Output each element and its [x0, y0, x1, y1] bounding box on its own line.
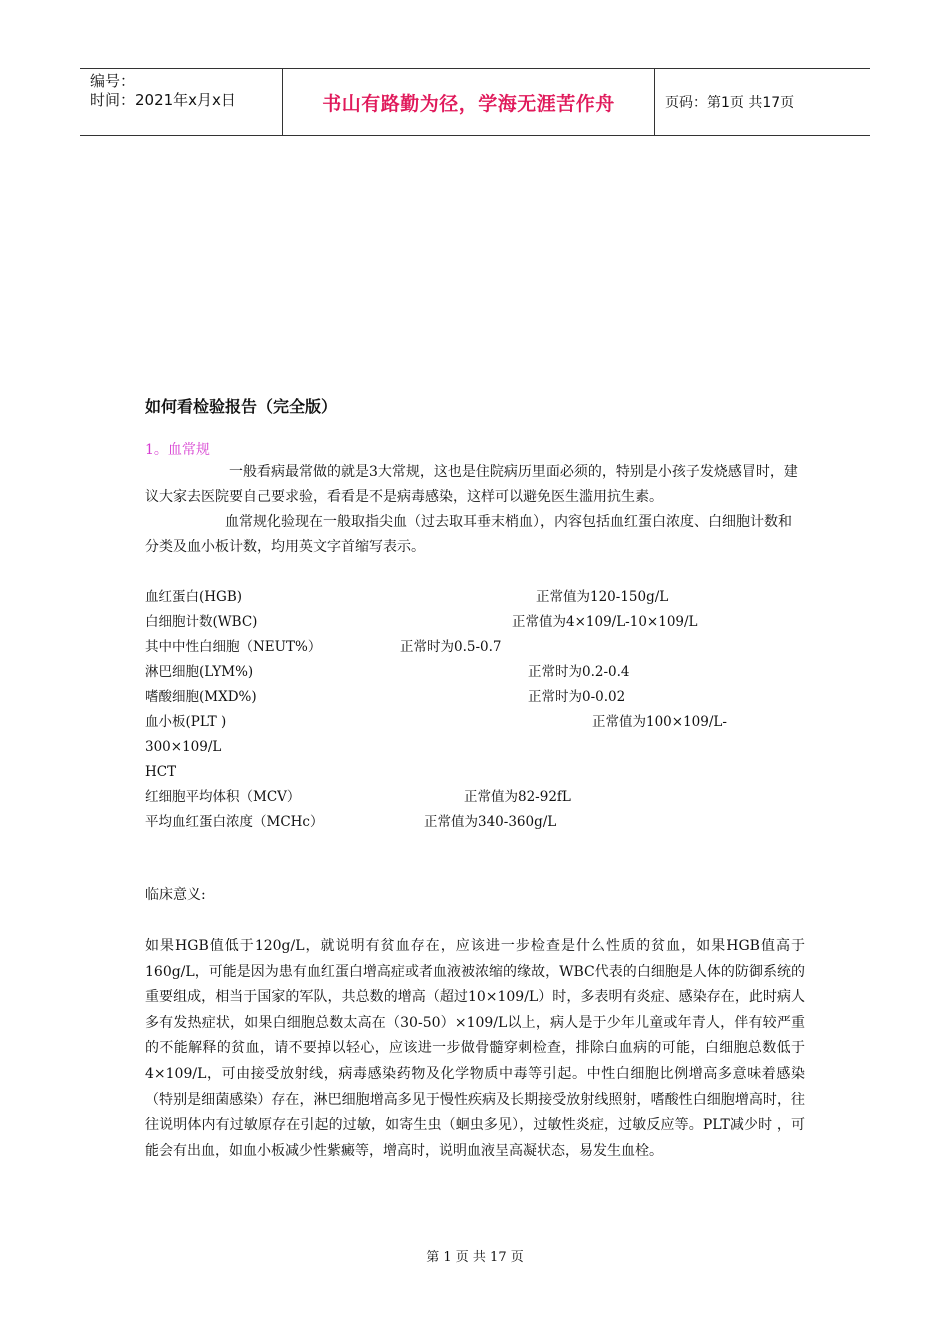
- item-row: [145, 787, 571, 807]
- header-left-cell: [80, 69, 282, 135]
- item-name: 嗜酸细胞(MXD%): [145, 689, 257, 705]
- section-heading: 1。血常规: [145, 442, 210, 458]
- header-page-cell: [655, 69, 870, 135]
- intro-paragraph: 一般看病最常做的就是3大常规，这也是住院病历里面必须的，特别是小孩子发烧感冒时，建议大家去医院要自己要求验，看看是不是病毒感染，这样可以避免医生滥用抗生素。: [145, 464, 798, 505]
- item-value: 正常时为0-0.02: [528, 689, 626, 705]
- item-name: 淋巴细胞(LYM%): [145, 664, 254, 680]
- method-paragraph: 血常规化验现在一般取指尖血（过去取耳垂末梢血），内容包括血红蛋白浓度、白细胞计数和分类及血小板计数，均用英文字首缩写表示。: [145, 514, 792, 555]
- item-row: [145, 737, 221, 757]
- item-value: 正常值为340-360g/L: [424, 814, 557, 830]
- item-value: 正常值为100×109/L-: [592, 714, 727, 730]
- clinical-paragraph: 如果HGB值低于120g/L，就说明有贫血存在，应该进一步检查是什么性质的贫血，如果HGB值高于160g/L，可能是因为患有血红蛋白增高症或者血液被浓缩的缘故，WBC代表的白细胞是人体的防御系统的重要组成，相当于国家的军队，共总数的增高（超过10×109/L）时，多表明有炎症、感染存在，此时病人多有发热症状，如果白细胞总数太高在（30-50）×109/L以上，病人是于少年儿童或年青人，伴有较严重的不能解释的贫血，请不要掉以轻心，应该进一步做骨髓穿刺检查，排除白血病的可能，白细胞总数低于4×109/L，可由接受放射线，病毒感染药物及化学物质中毒等引起。中性白细胞比例增高多意味着感染（特别是细菌感染）存在，淋巴细胞增高多见于慢性疾病及长期接受放射线照射，嗜酸性白细胞增高时，往往说明体内有过敏原存在引起的过敏，如寄生虫（蛔虫多见），过敏性炎症，过敏反应等。PLT减少时 ，可能会有出血，如血小板减少性紫癜等，增高时，说明血液呈高凝状态，易发生血栓。: [145, 938, 805, 1159]
- item-name: 平均血红蛋白浓度（MCHc）: [145, 814, 324, 830]
- item-name: 白细胞计数(WBC): [145, 614, 258, 630]
- page-info: 页码：第1页 共17页: [665, 95, 795, 111]
- item-value: 正常时为0.5-0.7: [400, 639, 502, 655]
- item-value: 正常时为0.2-0.4: [528, 664, 630, 680]
- page-footer: 第 1 页 共 17 页: [426, 1250, 524, 1265]
- item-value: 正常值为4×109/L-10×109/L: [512, 614, 698, 630]
- item-row: [145, 712, 727, 732]
- item-value: 正常值为82-92fL: [464, 789, 571, 805]
- item-name: 300×109/L: [145, 739, 222, 755]
- header-motto-cell: [282, 69, 655, 135]
- clinical-heading: 临床意义:: [145, 887, 206, 903]
- header-table: [80, 68, 870, 136]
- item-row: [145, 587, 669, 607]
- item-row: [145, 812, 557, 832]
- item-row: [145, 637, 502, 657]
- item-value: 正常值为120-150g/L: [536, 589, 669, 605]
- item-name: 血小板(PLT ): [145, 714, 227, 730]
- serial-label: 编号：: [90, 72, 136, 90]
- item-name: HCT: [145, 764, 177, 780]
- document-title: 如何看检验报告（完全版）: [145, 397, 338, 416]
- item-row: [145, 762, 176, 782]
- item-row: [145, 662, 630, 682]
- item-row: [145, 612, 698, 632]
- item-name: 其中中性白细胞（NEUT%）: [145, 639, 322, 655]
- item-name: 血红蛋白(HGB): [145, 589, 243, 605]
- time-label: 时间：2021年x月x日: [90, 91, 236, 109]
- item-name: 红细胞平均体积（MCV）: [145, 789, 301, 805]
- motto: 书山有路勤为径，学海无涯苦作舟: [322, 92, 615, 115]
- item-row: [145, 687, 626, 707]
